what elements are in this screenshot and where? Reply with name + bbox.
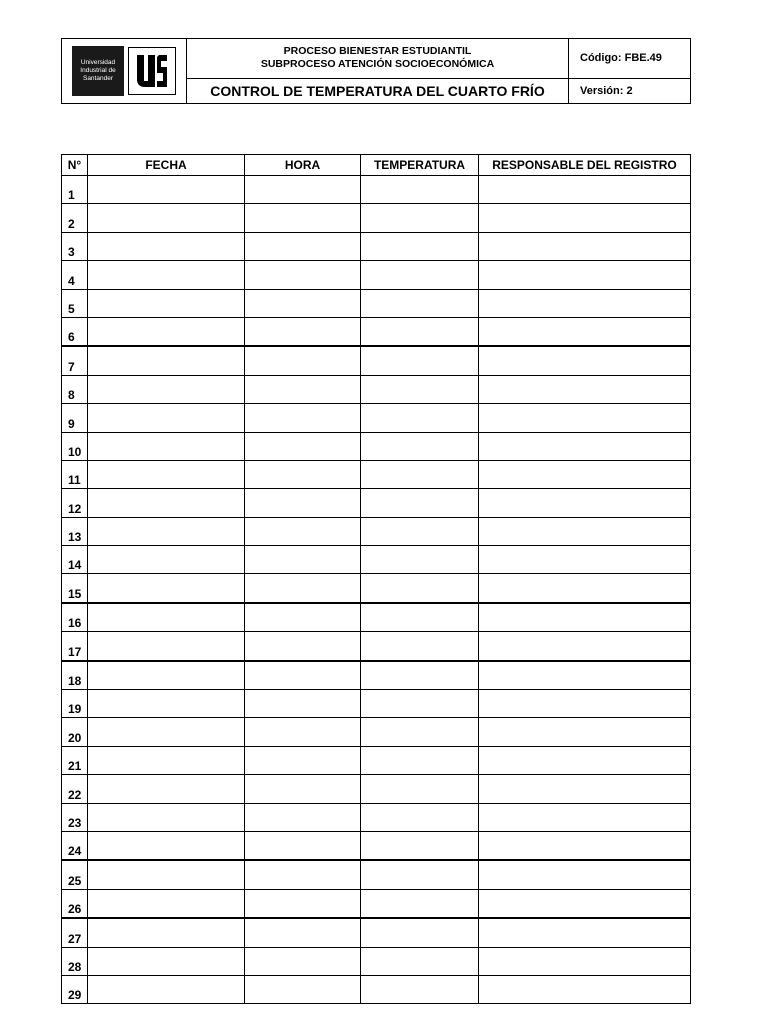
hora-cell[interactable] [245, 661, 361, 690]
hora-cell[interactable] [245, 460, 361, 488]
column-header-responsable: RESPONSABLE DEL REGISTRO [479, 155, 691, 176]
row-number: 12 [62, 489, 88, 517]
fecha-cell[interactable] [88, 204, 245, 232]
table-header-row [62, 155, 691, 176]
hora-cell[interactable] [245, 803, 361, 831]
temperatura-cell[interactable] [361, 603, 479, 632]
responsable-cell[interactable] [479, 232, 691, 260]
temperatura-cell[interactable] [361, 889, 479, 918]
table-row [62, 831, 691, 860]
hora-cell[interactable] [245, 632, 361, 661]
temperature-log-table [61, 154, 691, 1004]
hora-cell[interactable] [245, 176, 361, 204]
process-name-cell [187, 39, 569, 79]
row-number: 14 [62, 546, 88, 574]
responsable-cell[interactable] [479, 803, 691, 831]
row-number: 28 [62, 947, 88, 975]
temperatura-cell[interactable] [361, 261, 479, 289]
table-row [62, 489, 691, 517]
temperatura-cell[interactable] [361, 432, 479, 460]
fecha-cell[interactable] [88, 803, 245, 831]
document-version: Versión: 2 [569, 78, 691, 103]
responsable-cell[interactable] [479, 975, 691, 1003]
column-header-hora: HORA [245, 155, 361, 176]
fecha-cell[interactable] [88, 261, 245, 289]
responsable-cell[interactable] [479, 432, 691, 460]
table-row [62, 432, 691, 460]
row-number: 21 [62, 746, 88, 774]
hora-cell[interactable] [245, 860, 361, 889]
row-number: 27 [62, 918, 88, 947]
table-row [62, 975, 691, 1003]
row-number: 4 [62, 261, 88, 289]
table-row [62, 603, 691, 632]
hora-cell[interactable] [245, 289, 361, 317]
row-number: 7 [62, 346, 88, 375]
fecha-cell[interactable] [88, 317, 245, 346]
responsable-cell[interactable] [479, 690, 691, 718]
temperatura-cell[interactable] [361, 803, 479, 831]
uis-logo-mark-icon [128, 47, 176, 95]
table-row [62, 860, 691, 889]
hora-cell[interactable] [245, 546, 361, 574]
hora-cell[interactable] [245, 690, 361, 718]
fecha-cell[interactable] [88, 661, 245, 690]
temperatura-cell[interactable] [361, 718, 479, 746]
temperatura-cell[interactable] [361, 574, 479, 603]
table-row [62, 889, 691, 918]
responsable-cell[interactable] [479, 632, 691, 661]
column-header-fecha: FECHA [88, 155, 245, 176]
row-number: 9 [62, 404, 88, 432]
fecha-cell[interactable] [88, 603, 245, 632]
responsable-cell[interactable] [479, 261, 691, 289]
table-row [62, 176, 691, 204]
fecha-cell[interactable] [88, 775, 245, 803]
temperatura-cell[interactable] [361, 460, 479, 488]
row-number: 19 [62, 690, 88, 718]
row-number: 11 [62, 460, 88, 488]
fecha-cell[interactable] [88, 346, 245, 375]
table-row [62, 404, 691, 432]
fecha-cell[interactable] [88, 176, 245, 204]
responsable-cell[interactable] [479, 204, 691, 232]
hora-cell[interactable] [245, 947, 361, 975]
temperatura-cell[interactable] [361, 831, 479, 860]
row-number: 13 [62, 517, 88, 545]
responsable-cell[interactable] [479, 661, 691, 690]
fecha-cell[interactable] [88, 718, 245, 746]
temperatura-cell[interactable] [361, 289, 479, 317]
column-header-number: N° [62, 155, 88, 176]
fecha-cell[interactable] [88, 831, 245, 860]
fecha-cell[interactable] [88, 375, 245, 403]
responsable-cell[interactable] [479, 460, 691, 488]
row-number: 2 [62, 204, 88, 232]
table-row [62, 574, 691, 603]
fecha-cell[interactable] [88, 432, 245, 460]
responsable-cell[interactable] [479, 860, 691, 889]
temperatura-cell[interactable] [361, 404, 479, 432]
process-name: PROCESO BIENESTAR ESTUDIANTIL [283, 45, 472, 58]
hora-cell[interactable] [245, 718, 361, 746]
hora-cell[interactable] [245, 261, 361, 289]
row-number: 3 [62, 232, 88, 260]
temperatura-cell[interactable] [361, 661, 479, 690]
hora-cell[interactable] [245, 432, 361, 460]
responsable-cell[interactable] [479, 775, 691, 803]
table-row [62, 775, 691, 803]
temperatura-cell[interactable] [361, 204, 479, 232]
fecha-cell[interactable] [88, 947, 245, 975]
table-row [62, 261, 691, 289]
row-number: 15 [62, 574, 88, 603]
responsable-cell[interactable] [479, 375, 691, 403]
fecha-cell[interactable] [88, 232, 245, 260]
table-row [62, 346, 691, 375]
hora-cell[interactable] [245, 775, 361, 803]
fecha-cell[interactable] [88, 632, 245, 661]
university-logo: Universidad Industrial de Santander [72, 46, 124, 96]
responsable-cell[interactable] [479, 289, 691, 317]
subprocess-name: SUBPROCESO ATENCIÓN SOCIOECONÓMICA [260, 58, 495, 71]
row-number: 23 [62, 803, 88, 831]
temperatura-cell[interactable] [361, 317, 479, 346]
responsable-cell[interactable] [479, 889, 691, 918]
row-number: 22 [62, 775, 88, 803]
temperatura-cell[interactable] [361, 176, 479, 204]
hora-cell[interactable] [245, 204, 361, 232]
responsable-cell[interactable] [479, 746, 691, 774]
temperatura-cell[interactable] [361, 860, 479, 889]
temperatura-cell[interactable] [361, 632, 479, 661]
fecha-cell[interactable] [88, 860, 245, 889]
temperatura-cell[interactable] [361, 232, 479, 260]
temperatura-cell[interactable] [361, 346, 479, 375]
row-number: 1 [62, 176, 88, 204]
hora-cell[interactable] [245, 746, 361, 774]
temperatura-cell[interactable] [361, 489, 479, 517]
row-number: 24 [62, 831, 88, 860]
responsable-cell[interactable] [479, 546, 691, 574]
table-row [62, 460, 691, 488]
table-row [62, 375, 691, 403]
row-number: 6 [62, 317, 88, 346]
hora-cell[interactable] [245, 918, 361, 947]
column-header-temperatura: TEMPERATURA [361, 155, 479, 176]
table-row [62, 718, 691, 746]
fecha-cell[interactable] [88, 489, 245, 517]
fecha-cell[interactable] [88, 404, 245, 432]
table-row [62, 746, 691, 774]
responsable-cell[interactable] [479, 489, 691, 517]
responsable-cell[interactable] [479, 831, 691, 860]
table-row [62, 232, 691, 260]
fecha-cell[interactable] [88, 918, 245, 947]
temperatura-cell[interactable] [361, 517, 479, 545]
temperatura-cell[interactable] [361, 690, 479, 718]
responsable-cell[interactable] [479, 317, 691, 346]
row-number: 10 [62, 432, 88, 460]
hora-cell[interactable] [245, 975, 361, 1003]
document-title: CONTROL DE TEMPERATURA DEL CUARTO FRÍO [187, 78, 569, 103]
temperatura-cell[interactable] [361, 746, 479, 774]
row-number: 17 [62, 632, 88, 661]
row-number: 18 [62, 661, 88, 690]
table-row [62, 690, 691, 718]
responsable-cell[interactable] [479, 404, 691, 432]
responsable-cell[interactable] [479, 947, 691, 975]
hora-cell[interactable] [245, 889, 361, 918]
temperatura-cell[interactable] [361, 375, 479, 403]
responsable-cell[interactable] [479, 346, 691, 375]
row-number: 5 [62, 289, 88, 317]
hora-cell[interactable] [245, 346, 361, 375]
temperatura-cell[interactable] [361, 975, 479, 1003]
row-number: 29 [62, 975, 88, 1003]
row-number: 25 [62, 860, 88, 889]
temperatura-cell[interactable] [361, 546, 479, 574]
table-row [62, 517, 691, 545]
fecha-cell[interactable] [88, 975, 245, 1003]
fecha-cell[interactable] [88, 460, 245, 488]
document-header [61, 38, 691, 104]
table-row [62, 546, 691, 574]
responsable-cell[interactable] [479, 176, 691, 204]
hora-cell[interactable] [245, 831, 361, 860]
logo-cell [62, 39, 187, 104]
fecha-cell[interactable] [88, 746, 245, 774]
hora-cell[interactable] [245, 232, 361, 260]
responsable-cell[interactable] [479, 517, 691, 545]
table-row [62, 947, 691, 975]
responsable-cell[interactable] [479, 718, 691, 746]
table-body [62, 176, 691, 1004]
hora-cell[interactable] [245, 603, 361, 632]
row-number: 16 [62, 603, 88, 632]
fecha-cell[interactable] [88, 574, 245, 603]
hora-cell[interactable] [245, 317, 361, 346]
temperatura-cell[interactable] [361, 918, 479, 947]
fecha-cell[interactable] [88, 546, 245, 574]
row-number: 8 [62, 375, 88, 403]
hora-cell[interactable] [245, 404, 361, 432]
document-code: Código: FBE.49 [569, 39, 691, 79]
fecha-cell[interactable] [88, 517, 245, 545]
hora-cell[interactable] [245, 375, 361, 403]
table-row [62, 918, 691, 947]
temperatura-cell[interactable] [361, 947, 479, 975]
fecha-cell[interactable] [88, 889, 245, 918]
table-row [62, 661, 691, 690]
row-number: 20 [62, 718, 88, 746]
hora-cell[interactable] [245, 574, 361, 603]
responsable-cell[interactable] [479, 918, 691, 947]
table-row [62, 803, 691, 831]
row-number: 26 [62, 889, 88, 918]
responsable-cell[interactable] [479, 574, 691, 603]
table-row [62, 317, 691, 346]
table-row [62, 632, 691, 661]
temperatura-cell[interactable] [361, 775, 479, 803]
hora-cell[interactable] [245, 489, 361, 517]
table-row [62, 204, 691, 232]
hora-cell[interactable] [245, 517, 361, 545]
fecha-cell[interactable] [88, 289, 245, 317]
table-row [62, 289, 691, 317]
responsable-cell[interactable] [479, 603, 691, 632]
fecha-cell[interactable] [88, 690, 245, 718]
